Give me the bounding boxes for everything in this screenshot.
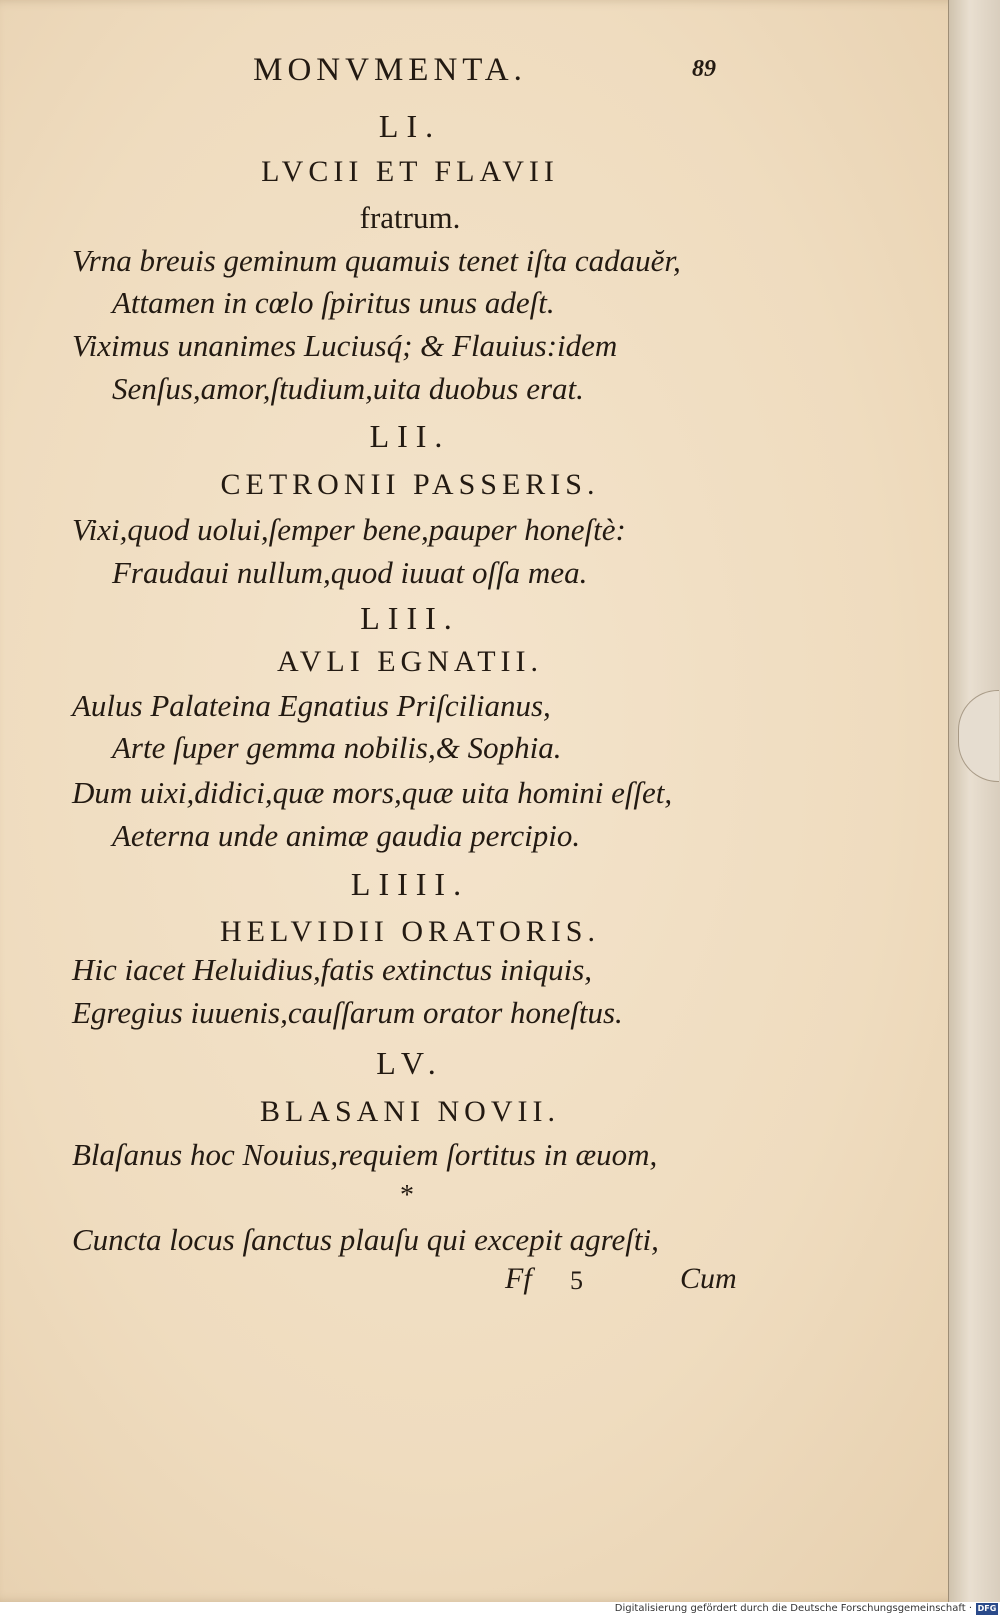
verse-line: Dum uixi,didici,quæ mors,quæ uita homini eſſet, [72,775,673,810]
verse-line: Senſus,amor,ſtudium,uita duobus erat. [112,371,584,406]
verse-line: Blaſanus hoc Nouius,requiem ſortitus in æuom, [72,1137,658,1172]
section-title-lv: BLASANI NOVII. [260,1095,560,1128]
asterisk-ornament: * [400,1180,414,1211]
verse-line: Arte ſuper gemma nobilis,& Sophia. [112,730,562,765]
verse-line: Egregius iuuenis,cauſſarum orator honeſtus. [72,995,623,1030]
dfg-logo: DFG [977,1604,997,1613]
verse-line: Attamen in cœlo ſpiritus unus adeſt. [112,285,555,320]
section-numeral-liii: LIII. [360,600,460,636]
verse-line: Vixi,quod uolui,ſemper bene,pauper honeſtè: [72,512,626,547]
section-numeral-liiii: LIIII. [350,866,470,902]
funding-notice: Digitalisierung gefördert durch die Deutsche Forschungsgemeinschaft · [614,1603,972,1614]
verse-line: Hic iacet Heluidius,fatis extinctus iniquis, [72,952,593,987]
verse-line: Fraudaui nullum,quod iuuat oſſa mea. [112,555,588,590]
section-subtitle-li: fratrum. [359,200,461,235]
section-numeral-lv: LV. [376,1045,444,1081]
section-numeral-lii: LII. [369,418,451,454]
page-gutter [948,0,1000,1602]
section-title-liii: AVLI EGNATII. [276,645,544,678]
section-title-liiii: HELVIDII ORATORIS. [219,915,600,948]
verse-line: Viximus unanimes Luciusq́; & Flauius:idem [72,328,618,363]
signature-mark: Ff [505,1262,532,1295]
catchword: Cum [680,1262,737,1295]
verse-line: Cuncta locus ſanctus plauſu qui excepit agreſti, [72,1222,659,1257]
running-head: MONVMENTA. [253,52,527,88]
page-number: 89 [692,56,716,82]
verse-line: Aeterna unde animæ gaudia percipio. [112,818,581,853]
section-title-lii: CETRONII PASSERIS. [220,468,600,501]
digitization-footer [0,1602,1000,1616]
verse-line: Vrna breuis geminum quamuis tenet iſta cadauĕr, [72,243,681,278]
section-title-li: LVCII ET FLAVII [261,155,559,188]
verse-line: Aulus Palateina Egnatius Priſcilianus, [72,688,551,723]
section-numeral-li: LI. [378,108,442,144]
signature-number: 5 [570,1266,583,1295]
